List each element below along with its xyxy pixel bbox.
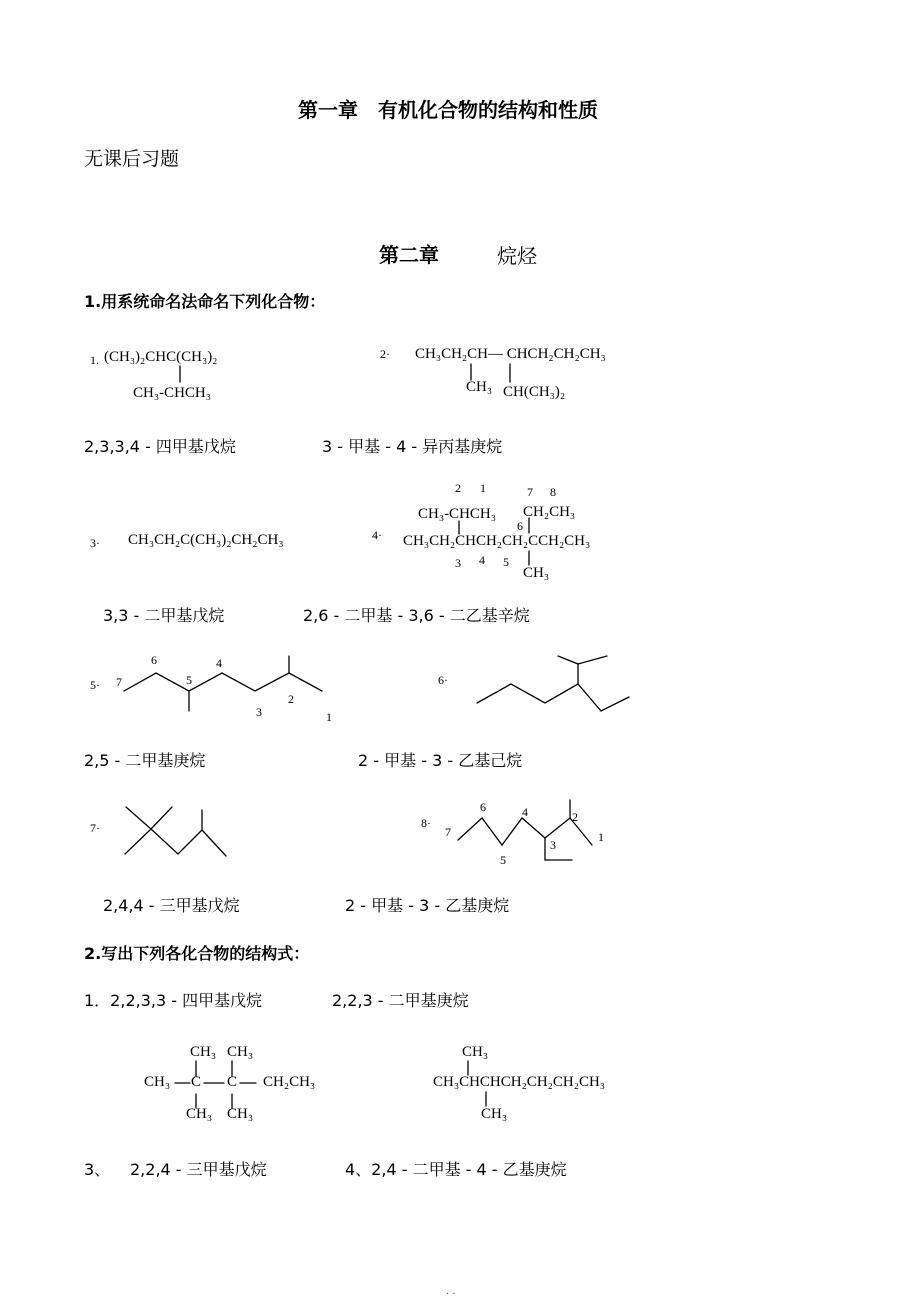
item4-bottom-branch: CH₃ bbox=[523, 565, 550, 581]
item2-formula: CH₃CH₂CH— CHCH₂CH₂CH₃ bbox=[415, 346, 606, 362]
item6-branch-right bbox=[578, 656, 607, 664]
item8-answer: 2 - 甲基 - 3 - 乙基庚烷 bbox=[345, 896, 510, 915]
item6-number: 6· bbox=[438, 673, 448, 687]
q1-heading: 1.用系统命名法命名下列化合物： bbox=[84, 292, 326, 311]
s2-top: CH₃ bbox=[462, 1044, 489, 1060]
item2-number: 2· bbox=[380, 347, 390, 361]
s2-main: CH₃CHCHCH₂CH₂CH₂CH₃ bbox=[433, 1074, 606, 1090]
q2-line1-left: 1．2,2,3,3 - 四甲基戊烷 bbox=[84, 991, 263, 1010]
chapter2-subtitle: 烷烃 bbox=[497, 244, 537, 268]
item4-number: 4· bbox=[372, 528, 382, 542]
item4-label-6: 6 bbox=[517, 519, 523, 533]
q2-heading: 2.写出下列各化合物的结构式： bbox=[84, 944, 310, 963]
s1-carbon-1: C bbox=[191, 1074, 202, 1090]
item7-answer: 2,4,4 - 三甲基戊烷 bbox=[103, 896, 240, 915]
item7-branch-b bbox=[151, 807, 172, 829]
item8-label-7: 7 bbox=[445, 825, 451, 839]
item5-label-3: 3 bbox=[256, 705, 262, 719]
item5-label-6: 6 bbox=[151, 653, 157, 667]
item8-label-5: 5 bbox=[500, 853, 506, 867]
item7-branch-a bbox=[126, 807, 151, 829]
item2-substituent-2: CH(CH₃)₂ bbox=[503, 384, 566, 400]
item4-label-7: 7 bbox=[527, 485, 533, 499]
item7-chain bbox=[125, 829, 226, 856]
item6-answer: 2 - 甲基 - 3 - 乙基己烷 bbox=[358, 751, 523, 770]
s1-bottom-2: CH₃ bbox=[227, 1106, 254, 1122]
item8-chain bbox=[458, 818, 592, 845]
item4-answer: 2,6 - 二甲基 - 3,6 - 二乙基辛烷 bbox=[303, 606, 530, 625]
item8-branch-3 bbox=[545, 838, 572, 860]
item5-label-4: 4 bbox=[216, 656, 222, 670]
q2-line2-right: 4、2,4 - 二甲基 - 4 - 乙基庚烷 bbox=[345, 1160, 567, 1179]
item3-formula: CH₃CH₂C(CH₃)₂CH₂CH₃ bbox=[128, 532, 284, 548]
item5-label-7: 7 bbox=[116, 675, 122, 689]
item8-label-4: 4 bbox=[522, 805, 528, 819]
item4-top-right-branch: CH₂CH₃ bbox=[523, 504, 576, 520]
item5-answer: 2,5 - 二甲基庚烷 bbox=[84, 751, 206, 770]
item4-label-4: 4 bbox=[479, 553, 485, 567]
s1-top-2: CH₃ bbox=[227, 1044, 254, 1060]
s1-top-1: CH₃ bbox=[190, 1044, 217, 1060]
item1-answer: 2,3,3,4 - 四甲基戊烷 bbox=[84, 437, 236, 456]
item4-label-8: 8 bbox=[550, 485, 556, 499]
item4-label-2: 2 bbox=[455, 481, 461, 495]
item4-top-branch: CH₃-CHCH₃ bbox=[418, 506, 496, 522]
s2-bottom: CH₃ bbox=[481, 1106, 508, 1122]
s1-carbon-2: C bbox=[227, 1074, 238, 1090]
item5-label-2: 2 bbox=[288, 692, 294, 706]
item4-label-1: 1 bbox=[480, 481, 486, 495]
item6-chain bbox=[477, 684, 629, 711]
item4-label-5: 5 bbox=[503, 555, 509, 569]
s1-bottom-1: CH₃ bbox=[186, 1106, 213, 1122]
chapter2-title: 第二章 bbox=[379, 243, 439, 267]
item8-label-6: 6 bbox=[480, 800, 486, 814]
item5-chain bbox=[124, 673, 322, 691]
s1-right: CH₂CH₃ bbox=[263, 1074, 316, 1090]
chapter1-title: 第一章 有机化合物的结构和性质 bbox=[298, 98, 598, 122]
item5-label-1: 1 bbox=[326, 710, 332, 724]
item4-label-3: 3 bbox=[455, 556, 461, 570]
item1-substituent: CH₃-CHCH₃ bbox=[133, 385, 211, 401]
page-footer: . . bbox=[446, 1286, 456, 1297]
item7-number: 7· bbox=[90, 821, 100, 835]
item1-number: 1. bbox=[90, 353, 99, 367]
item8-label-2: 2 bbox=[572, 810, 578, 824]
s1-left: CH₃ bbox=[144, 1074, 171, 1090]
item2-substituent-1: CH₃ bbox=[466, 379, 493, 395]
item4-formula: CH₃CH₂CHCH₂CH₂CCH₂CH₃ bbox=[403, 533, 591, 549]
item3-number: 3· bbox=[90, 536, 100, 550]
item8-label-1: 1 bbox=[598, 830, 604, 844]
item5-number: 5· bbox=[90, 678, 100, 692]
q2-line2-left: 2,2,4 - 三甲基戊烷 bbox=[130, 1160, 267, 1179]
q2-line2-number: 3、 bbox=[84, 1160, 111, 1179]
item1-formula: (CH₃)₂CHC(CH₃)₂ bbox=[104, 349, 218, 365]
item8-number: 8· bbox=[421, 816, 431, 830]
item5-label-5: 5 bbox=[186, 673, 192, 687]
item6-branch-left bbox=[558, 656, 578, 664]
item8-label-3: 3 bbox=[550, 838, 556, 852]
item2-answer: 3 - 甲基 - 4 - 异丙基庚烷 bbox=[322, 437, 503, 456]
chapter1-note: 无课后习题 bbox=[84, 148, 180, 170]
q2-line1-right: 2,2,3 - 二甲基庚烷 bbox=[332, 991, 469, 1010]
item3-answer: 3,3 - 二甲基戊烷 bbox=[103, 606, 225, 625]
